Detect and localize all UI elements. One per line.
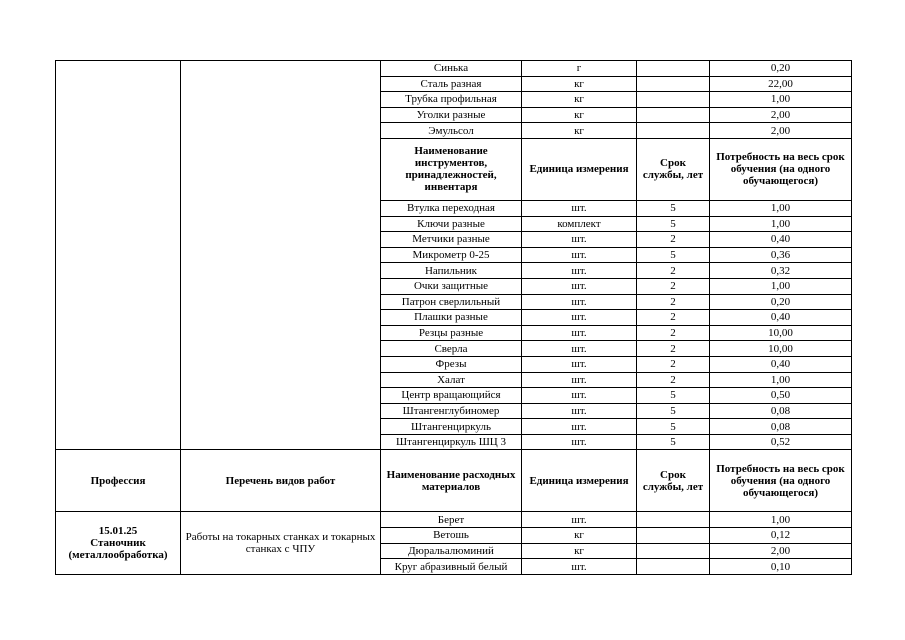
table-row <box>56 61 852 77</box>
tools-header-need: Потребность на весь срок обучения (на одного обучающегося) <box>710 138 852 200</box>
tool-need: 0,32 <box>710 263 852 279</box>
tool-term: 5 <box>637 200 710 216</box>
tool-term: 2 <box>637 278 710 294</box>
tool-term: 2 <box>637 263 710 279</box>
tool-need: 0,40 <box>710 310 852 326</box>
tool-name: Фрезы <box>381 356 522 372</box>
tool-unit: шт. <box>522 247 637 263</box>
header-term: Срок службы, лет <box>637 450 710 512</box>
main-header-row <box>56 450 852 512</box>
tool-term: 2 <box>637 232 710 248</box>
material-unit: кг <box>522 92 637 108</box>
material-need: 1,00 <box>710 512 852 528</box>
tool-name: Ключи разные <box>381 216 522 232</box>
tool-need: 0,50 <box>710 388 852 404</box>
material-need: 0,10 <box>710 559 852 575</box>
tool-unit: комплект <box>522 216 637 232</box>
material-unit: шт. <box>522 559 637 575</box>
material-need: 2,00 <box>710 543 852 559</box>
tool-term: 2 <box>637 341 710 357</box>
tool-need: 0,36 <box>710 247 852 263</box>
material-term <box>637 543 710 559</box>
material-unit: кг <box>522 543 637 559</box>
header-need: Потребность на весь срок обучения (на одного обучающегося) <box>710 450 852 512</box>
material-term <box>637 76 710 92</box>
material-unit: кг <box>522 528 637 544</box>
tool-name: Сверла <box>381 341 522 357</box>
tool-term: 5 <box>637 434 710 450</box>
tool-need: 1,00 <box>710 278 852 294</box>
tool-unit: шт. <box>522 388 637 404</box>
material-unit: кг <box>522 76 637 92</box>
tool-unit: шт. <box>522 403 637 419</box>
tool-name: Втулка переходная <box>381 200 522 216</box>
profession-cell <box>56 512 181 574</box>
tool-name: Микрометр 0-25 <box>381 247 522 263</box>
material-unit: кг <box>522 123 637 139</box>
table-row <box>56 512 852 528</box>
material-name: Круг абразивный белый <box>381 559 522 575</box>
tool-need: 1,00 <box>710 372 852 388</box>
tool-unit: шт. <box>522 232 637 248</box>
material-need: 22,00 <box>710 76 852 92</box>
profession-code: 15.01.25 <box>98 525 138 538</box>
tool-name: Штангенциркуль <box>381 419 522 435</box>
profession-title: Станочник (металлообработка) <box>68 537 168 562</box>
header-profession: Профессия <box>56 450 181 512</box>
works-cell: Работы на токарных станках и токарных станках с ЧПУ <box>181 512 381 574</box>
tool-unit: шт. <box>522 419 637 435</box>
tool-need: 0,52 <box>710 434 852 450</box>
materials-table <box>55 60 852 575</box>
material-name: Трубка профильная <box>381 92 522 108</box>
tool-name: Резцы разные <box>381 325 522 341</box>
tool-need: 0,08 <box>710 403 852 419</box>
material-unit: кг <box>522 107 637 123</box>
tool-term: 2 <box>637 310 710 326</box>
tool-need: 10,00 <box>710 341 852 357</box>
material-name: Синька <box>381 61 522 77</box>
material-need: 0,12 <box>710 528 852 544</box>
material-term <box>637 107 710 123</box>
tools-header-unit: Единица измерения <box>522 138 637 200</box>
tools-header-name: Наименование инструментов, принадлежностей, инвентаря <box>381 138 522 200</box>
tool-unit: шт. <box>522 434 637 450</box>
tool-term: 5 <box>637 419 710 435</box>
material-term <box>637 123 710 139</box>
material-name: Берет <box>381 512 522 528</box>
material-need: 0,20 <box>710 61 852 77</box>
tool-need: 0,20 <box>710 294 852 310</box>
tool-name: Халат <box>381 372 522 388</box>
profession-cell-empty <box>56 61 181 450</box>
material-name: Сталь разная <box>381 76 522 92</box>
tool-term: 2 <box>637 356 710 372</box>
tool-name: Патрон сверлильный <box>381 294 522 310</box>
tool-need: 0,40 <box>710 356 852 372</box>
tool-name: Метчики разные <box>381 232 522 248</box>
tools-header-term: Срок службы, лет <box>637 138 710 200</box>
tool-need: 10,00 <box>710 325 852 341</box>
tool-unit: шт. <box>522 278 637 294</box>
tool-unit: шт. <box>522 356 637 372</box>
header-unit: Единица измерения <box>522 450 637 512</box>
material-name: Эмульсол <box>381 123 522 139</box>
tool-unit: шт. <box>522 294 637 310</box>
works-cell-empty <box>181 61 381 450</box>
tool-need: 0,08 <box>710 419 852 435</box>
header-works: Перечень видов работ <box>181 450 381 512</box>
tool-name: Напильник <box>381 263 522 279</box>
tool-name: Центр вращающийся <box>381 388 522 404</box>
tool-unit: шт. <box>522 310 637 326</box>
tool-name: Плашки разные <box>381 310 522 326</box>
tool-term: 5 <box>637 388 710 404</box>
tool-unit: шт. <box>522 341 637 357</box>
tool-term: 2 <box>637 325 710 341</box>
tool-unit: шт. <box>522 263 637 279</box>
material-unit: шт. <box>522 512 637 528</box>
tool-name: Штангенглубиномер <box>381 403 522 419</box>
material-unit: г <box>522 61 637 77</box>
tool-term: 5 <box>637 403 710 419</box>
tool-unit: шт. <box>522 200 637 216</box>
material-term <box>637 92 710 108</box>
tool-term: 2 <box>637 294 710 310</box>
tool-term: 5 <box>637 216 710 232</box>
tool-unit: шт. <box>522 372 637 388</box>
tool-term: 5 <box>637 247 710 263</box>
tool-name: Очки защитные <box>381 278 522 294</box>
material-term <box>637 528 710 544</box>
tool-name: Штангенциркуль ШЦ 3 <box>381 434 522 450</box>
tool-term: 2 <box>637 372 710 388</box>
material-name: Ветошь <box>381 528 522 544</box>
material-name: Дюральалюминий <box>381 543 522 559</box>
material-term <box>637 559 710 575</box>
tool-need: 1,00 <box>710 200 852 216</box>
material-need: 2,00 <box>710 123 852 139</box>
material-term <box>637 512 710 528</box>
material-name: Уголки разные <box>381 107 522 123</box>
tool-need: 1,00 <box>710 216 852 232</box>
material-need: 2,00 <box>710 107 852 123</box>
material-term <box>637 61 710 77</box>
header-name: Наименование расходных материалов <box>381 450 522 512</box>
tool-unit: шт. <box>522 325 637 341</box>
tool-need: 0,40 <box>710 232 852 248</box>
material-need: 1,00 <box>710 92 852 108</box>
